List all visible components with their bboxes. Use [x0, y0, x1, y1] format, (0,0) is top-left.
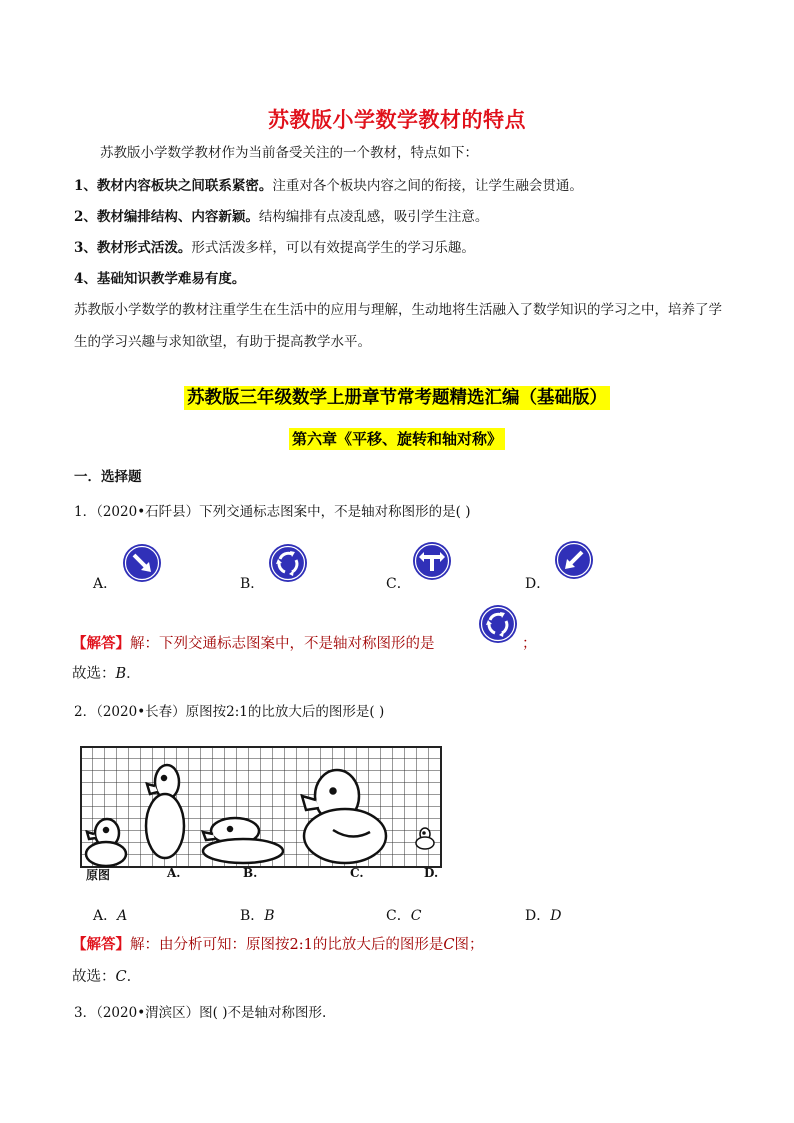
q2-option-a: A．A	[93, 908, 128, 924]
q2-option-b: B．B	[240, 908, 275, 924]
q1-option-a: A．	[93, 576, 118, 592]
question-1-stem: 1．（2020•石阡县）下列交通标志图案中，不是轴对称图形的是( )	[74, 504, 471, 520]
turn-left-right-sign-icon	[412, 541, 452, 581]
grid-label-original: 原图	[86, 868, 111, 882]
q1-option-b: B．	[240, 576, 265, 592]
roundabout-sign-icon	[268, 543, 308, 583]
point-2: 2、教材编排结构、内容新颖。结构编排有点凌乱感，吸引学生注意。	[74, 209, 489, 225]
grid-label-b: B.	[243, 866, 258, 880]
question-2-stem: 2．（2020•长春）原图按2:1的比放大后的图形是( )	[74, 704, 385, 720]
point-4: 4、基础知识教学难易有度。	[74, 271, 246, 287]
q1-answer: 【解答】解：下列交通标志图案中，不是轴对称图形的是	[72, 635, 435, 652]
point-1: 1、教材内容板块之间联系紧密。注重对各个板块内容之间的衔接，让学生融会贯通。	[74, 178, 583, 194]
q2-option-c: C．C	[386, 908, 422, 924]
grid-label-c: C.	[350, 866, 364, 880]
duck-grid-figure	[80, 746, 442, 890]
grid-label-d: D.	[424, 866, 439, 880]
section-heading: 一．选择题	[74, 469, 142, 485]
q1-option-d: D．	[525, 576, 551, 592]
grid-label-a: A.	[167, 866, 181, 880]
q1-answer-end: ；	[522, 636, 537, 652]
summary-paragraph: 苏教版小学数学的教材注重学生在生活中的应用与理解，生动地将生活融入了数学知识的学习之中，培养了学生的学习兴趣与求知欲望，有助于提高教学水平。	[74, 302, 722, 350]
q2-answer: 【解答】解：由分析可知：原图按2:1的比放大后的图形是C图；	[72, 936, 484, 953]
collection-title: 苏教版三年级数学上册章节常考题精选汇编（基础版）	[0, 384, 794, 409]
intro-text: 苏教版小学数学教材作为当前备受关注的一个教材，特点如下：	[100, 145, 478, 161]
question-3-stem: 3．（2020•渭滨区）图( )不是轴对称图形.	[74, 1005, 327, 1021]
page-title: 苏教版小学数学教材的特点	[268, 108, 526, 132]
chapter-title: 第六章《平移、旋转和轴对称》	[0, 428, 794, 449]
q1-choice: 故选：B．	[72, 666, 141, 682]
point-3: 3、教材形式活泼。形式活泼多样，可以有效提高学生的学习乐趣。	[74, 240, 475, 256]
roundabout-sign-answer-icon	[478, 604, 518, 644]
arrow-down-right-sign-icon	[122, 543, 162, 583]
q2-choice: 故选：C．	[72, 969, 142, 985]
q2-option-d: D．D	[525, 908, 562, 924]
arrow-down-left-sign-icon	[554, 540, 594, 580]
q1-option-c: C．	[386, 576, 411, 592]
